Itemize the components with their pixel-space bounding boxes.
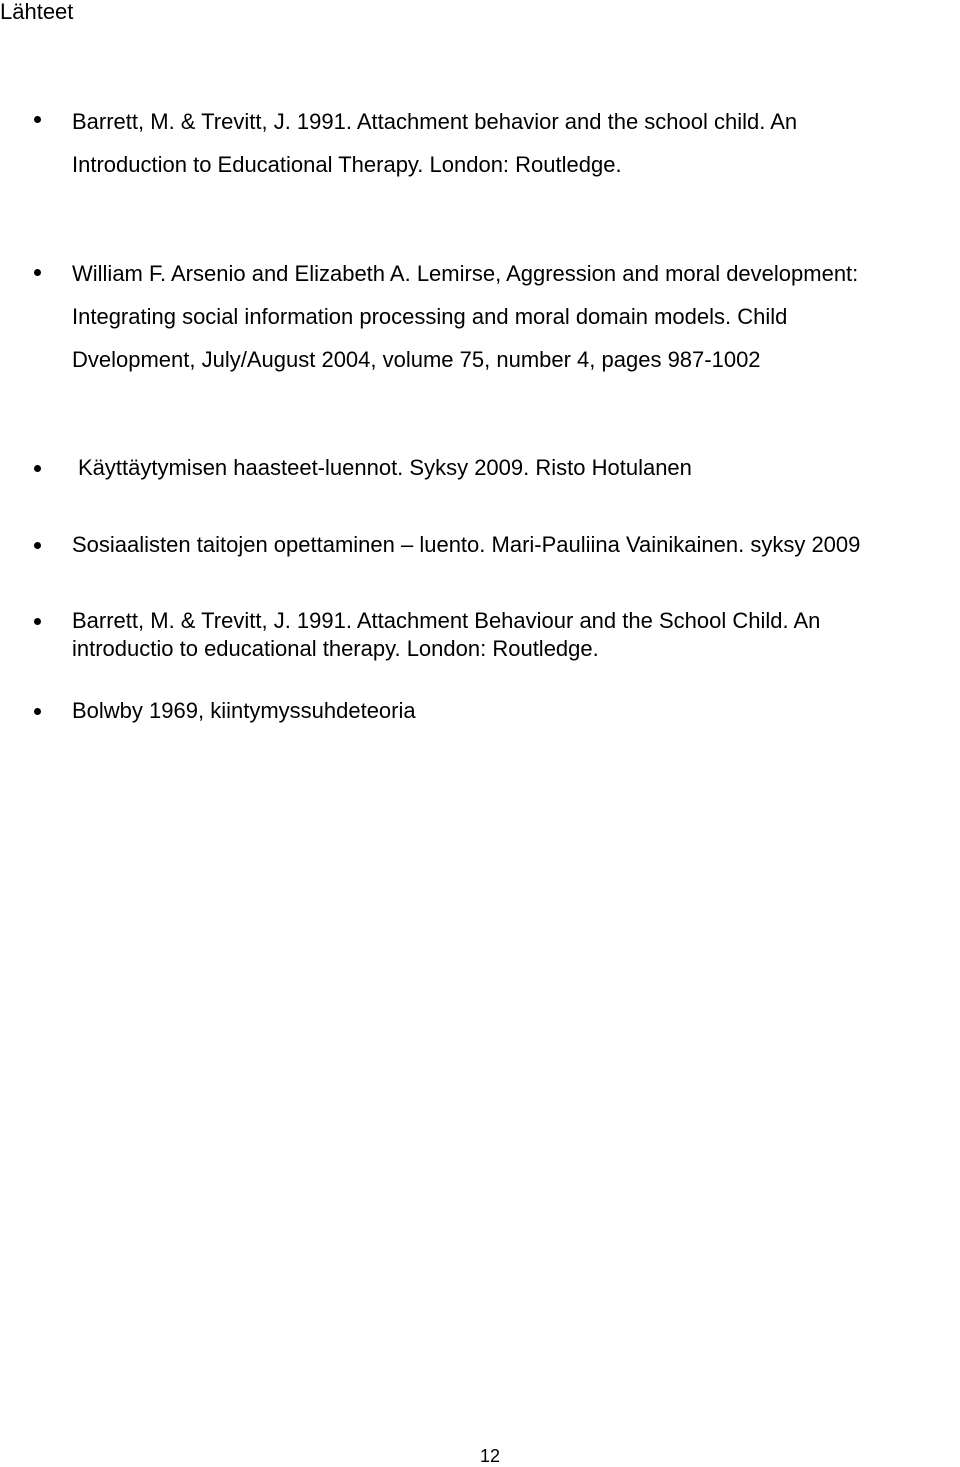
reference-text xyxy=(72,100,797,186)
reference-line: Käyttäytymisen haasteet-luennot. Syksy 2009. Risto Hotulanen xyxy=(78,455,692,480)
reference-line: Barrett, M. & Trevitt, J. 1991. Attachment Behaviour and the School Child. An xyxy=(72,608,821,633)
reference-text xyxy=(72,697,416,725)
bullet-icon xyxy=(34,465,41,472)
reference-text xyxy=(72,531,860,559)
bullet-icon xyxy=(34,708,41,715)
reference-line: introductio to educational therapy. London: Routledge. xyxy=(72,636,599,661)
bullet-icon xyxy=(34,269,41,276)
reference-line: William F. Arsenio and Elizabeth A. Lemirse, Aggression and moral development: xyxy=(72,261,859,286)
reference-text xyxy=(72,607,820,663)
reference-line: Bolwby 1969, kiintymyssuhdeteoria xyxy=(72,698,416,723)
reference-line: Introduction to Educational Therapy. London: Routledge. xyxy=(72,152,622,177)
page-number: 12 xyxy=(479,1446,501,1466)
reference-text xyxy=(78,454,692,482)
reference-line: Integrating social information processing and moral domain models. Child xyxy=(72,304,788,329)
page-heading: Lähteet xyxy=(0,0,74,24)
reference-line: Barrett, M. & Trevitt, J. 1991. Attachment behavior and the school child. An xyxy=(72,109,798,134)
bullet-icon xyxy=(34,116,41,123)
reference-text xyxy=(72,252,858,381)
reference-line: Dvelopment, July/August 2004, volume 75, number 4, pages 987-1002 xyxy=(72,347,761,372)
bullet-icon xyxy=(34,542,41,549)
bullet-icon xyxy=(34,618,41,625)
reference-line: Sosiaalisten taitojen opettaminen – luento. Mari-Pauliina Vainikainen. syksy 2009 xyxy=(72,532,861,557)
